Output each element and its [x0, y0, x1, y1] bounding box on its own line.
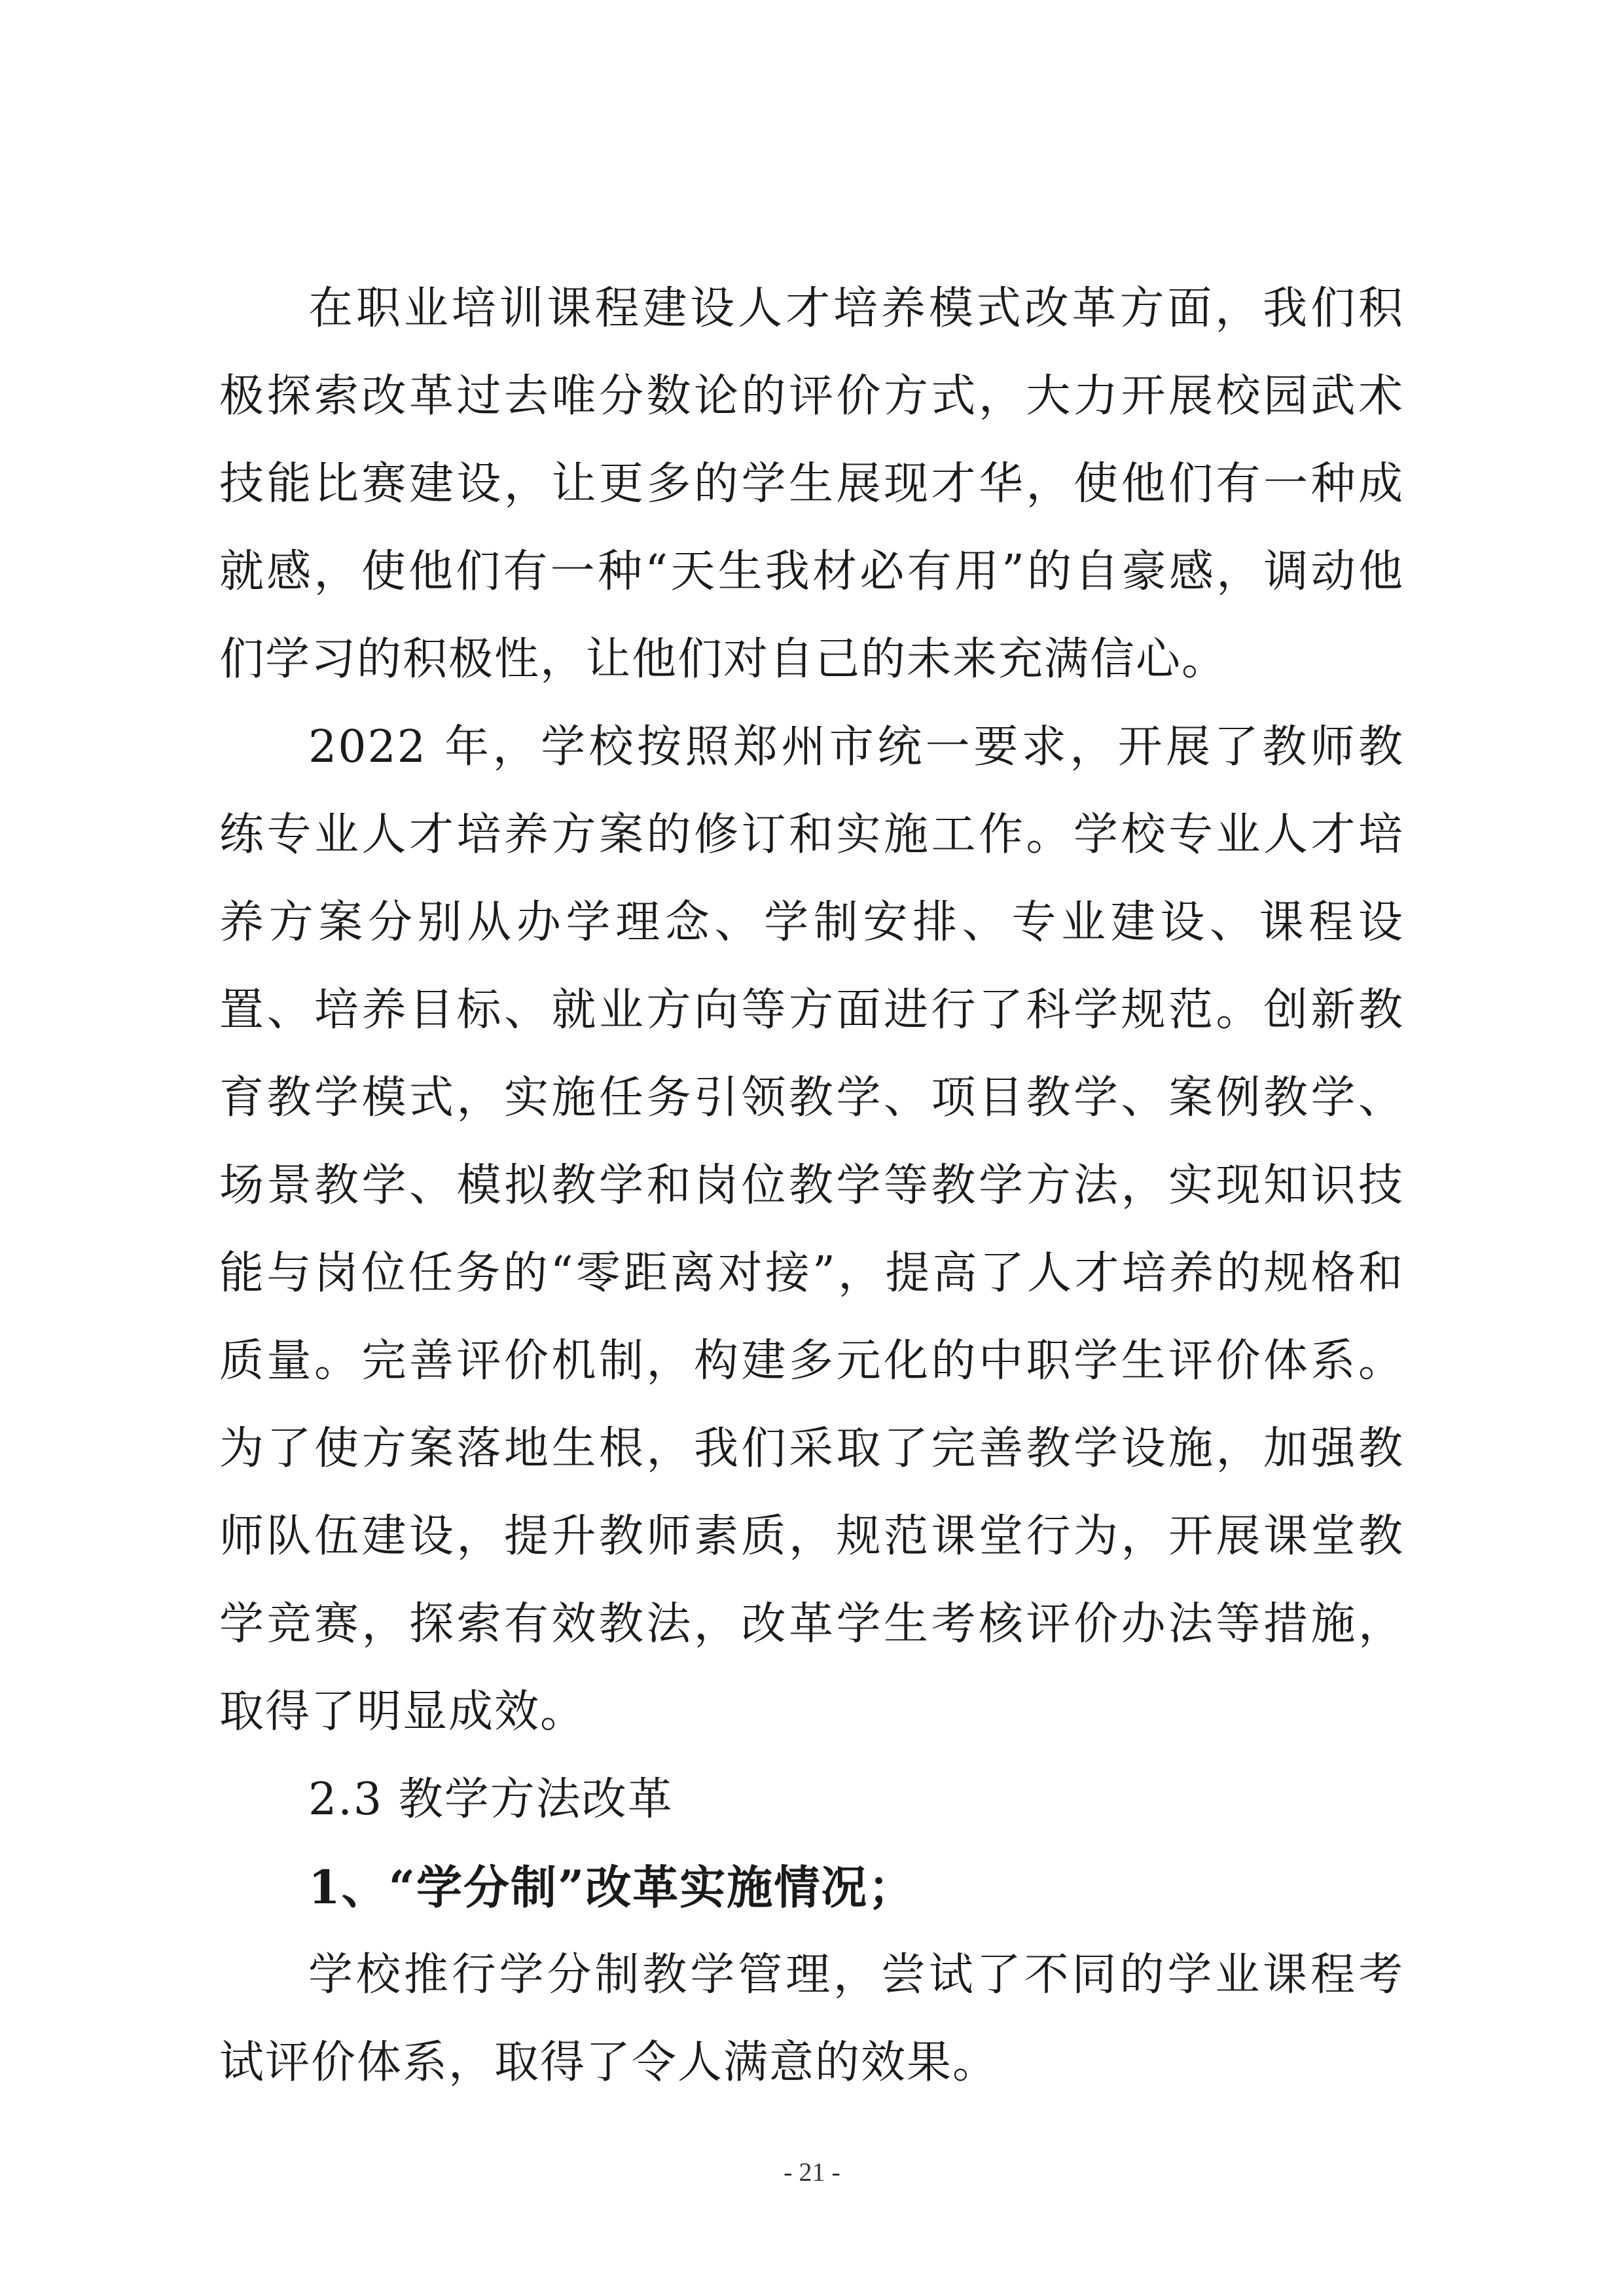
- page-number: - 21 -: [784, 2157, 840, 2187]
- body-paragraph-2: 2022 年，学校按照郑州市统一要求，开展了教师教练专业人才培养方案的修订和实施工作。学校专业人才培养方案分别从办学理念、学制安排、专业建设、课程设置、培养目标、就业方向等方面进行了科学规范。创新教育教学模式，实施任务引领教学、项目教学、案例教学、场景教学、模拟教学和岗位教学等教学方法，实现知识技能与岗位任务的“零距离对接”，提高了人才培养的规格和质量。完善评价机制，构建多元化的中职学生评价体系。为了使方案落地生根，我们采取了完善教学设施，加强教师队伍建设，提升教师素质，规范课堂行为，开展课堂教学竞赛，探索有效教法，改革学生考核评价办法等措施，取得了明显成效。: [219, 721, 1404, 1738]
- section-heading: 2.3 教学方法改革: [308, 1774, 674, 1825]
- subsection-heading: 1、“学分制”改革实施情况；: [308, 1860, 916, 1914]
- body-paragraph-3: 学校推行学分制教学管理，尝试了不同的学业课程考试评价体系，取得了令人满意的效果。: [219, 1949, 1404, 2089]
- page-content: [219, 265, 1404, 2107]
- body-paragraph-1: 在职业培训课程建设人才培养模式改革方面，我们积极探索改革过去唯分数论的评价方式，大力开展校园武术技能比赛建设，让更多的学生展现才华，使他们有一种成就感，使他们有一种“天生我材必有用”的自豪感，调动他们学习的积极性，让他们对自己的未来充满信心。: [219, 283, 1404, 685]
